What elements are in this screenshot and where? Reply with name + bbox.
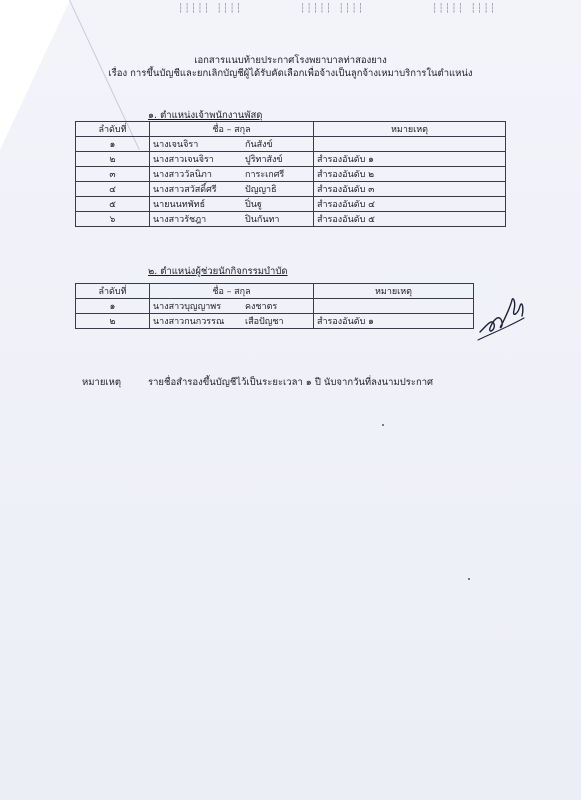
row-name-cell xyxy=(150,299,314,314)
scan-speck xyxy=(382,424,384,426)
section2-title: ๒. ตำแหน่งผู้ช่วยนักกิจกรรมบำบัด xyxy=(148,266,288,277)
table-row xyxy=(76,212,506,227)
scan-speck xyxy=(468,578,470,580)
last-name: คงชาตร xyxy=(245,302,278,312)
row-note: สำรองอันดับ ๒ xyxy=(314,167,506,182)
first-name: นางสาวรัชฎา xyxy=(153,215,207,225)
table-header-row xyxy=(76,122,506,137)
first-name: นางสาววัลนิภา xyxy=(153,170,212,180)
row-number: ๓ xyxy=(76,167,150,182)
row-number: ๒ xyxy=(76,314,150,329)
last-name: ปินกันทา xyxy=(245,215,280,225)
column-header-note: หมายเหตุ xyxy=(314,122,506,137)
row-note: สำรองอันดับ ๔ xyxy=(314,197,506,212)
last-name: การะเกศรี xyxy=(245,170,285,180)
table-row xyxy=(76,314,474,329)
column-header-note: หมายเหตุ xyxy=(314,284,474,299)
row-number: ๖ xyxy=(76,212,150,227)
row-number: ๑ xyxy=(76,299,150,314)
table-row xyxy=(76,167,506,182)
section2-table xyxy=(75,283,474,329)
last-name: ปัญญาธิ xyxy=(245,185,277,195)
section1-title: ๑. ตำแหน่งเจ้าพนักงานพัสดุ xyxy=(148,110,263,121)
section1-table xyxy=(75,121,506,227)
row-name-cell xyxy=(150,167,314,182)
column-header-no: ลำดับที่ xyxy=(76,122,150,137)
handwritten-signature xyxy=(476,288,528,346)
table-row xyxy=(76,299,474,314)
column-header-no: ลำดับที่ xyxy=(76,284,150,299)
column-header-name: ชื่อ – สกุล xyxy=(150,284,314,299)
document-title-line1: เอกสารแนบท้ายประกาศโรงพยาบาลท่าสองยาง xyxy=(194,55,387,66)
first-name: นายนนทพัทธ์ xyxy=(153,200,206,210)
row-note xyxy=(314,299,474,314)
table-row xyxy=(76,152,506,167)
first-name: นางสาวบุญญาพร xyxy=(153,302,222,312)
row-name-cell xyxy=(150,197,314,212)
first-name: นางสาวสวัสดิ์ศรี xyxy=(153,185,217,195)
binder-marks-left: ┆┆┆┆┆ ┆┆┆┆ xyxy=(178,4,243,14)
binder-marks-middle: ┆┆┆┆┆ ┆┆┆┆ xyxy=(300,4,365,14)
row-name-cell xyxy=(150,182,314,197)
table-row xyxy=(76,182,506,197)
last-name: กันสังข์ xyxy=(245,140,273,150)
row-note: สำรองอันดับ ๑ xyxy=(314,314,474,329)
first-name: นางเจนจิรา xyxy=(153,140,199,150)
row-note xyxy=(314,137,506,152)
last-name: ปิ่นฐู xyxy=(245,200,262,210)
first-name: นางสาวเจนจิรา xyxy=(153,155,214,165)
row-note: สำรองอันดับ ๑ xyxy=(314,152,506,167)
row-number: ๕ xyxy=(76,197,150,212)
binder-marks-right: ┆┆┆┆┆ ┆┆┆┆ xyxy=(432,4,497,14)
row-note: สำรองอันดับ ๕ xyxy=(314,212,506,227)
document-title-line2: เรื่อง การขึ้นบัญชีและยกเลิกบัญชีผู้ได้รับคัดเลือกเพื่อจ้างเป็นลูกจ้างเหมาบริการในตำแหน่ง xyxy=(108,68,473,79)
row-name-cell xyxy=(150,314,314,329)
column-header-name: ชื่อ – สกุล xyxy=(150,122,314,137)
table-row xyxy=(76,137,506,152)
row-name-cell xyxy=(150,152,314,167)
last-name: เสือปัญชา xyxy=(245,317,284,327)
remark-text: รายชื่อสำรองขึ้นบัญชีไว้เป็นระยะเวลา ๑ ปี นับจากวันที่ลงนามประกาศ xyxy=(148,377,434,388)
first-name: นางสาวกนกวรรณ xyxy=(153,317,225,327)
row-note: สำรองอันดับ ๓ xyxy=(314,182,506,197)
row-name-cell xyxy=(150,212,314,227)
table-header-row xyxy=(76,284,474,299)
row-number: ๔ xyxy=(76,182,150,197)
table-row xyxy=(76,197,506,212)
last-name: ปูริทาสังข์ xyxy=(245,155,283,165)
row-name-cell xyxy=(150,137,314,152)
row-number: ๒ xyxy=(76,152,150,167)
row-number: ๑ xyxy=(76,137,150,152)
remark-label: หมายเหตุ xyxy=(82,377,122,388)
